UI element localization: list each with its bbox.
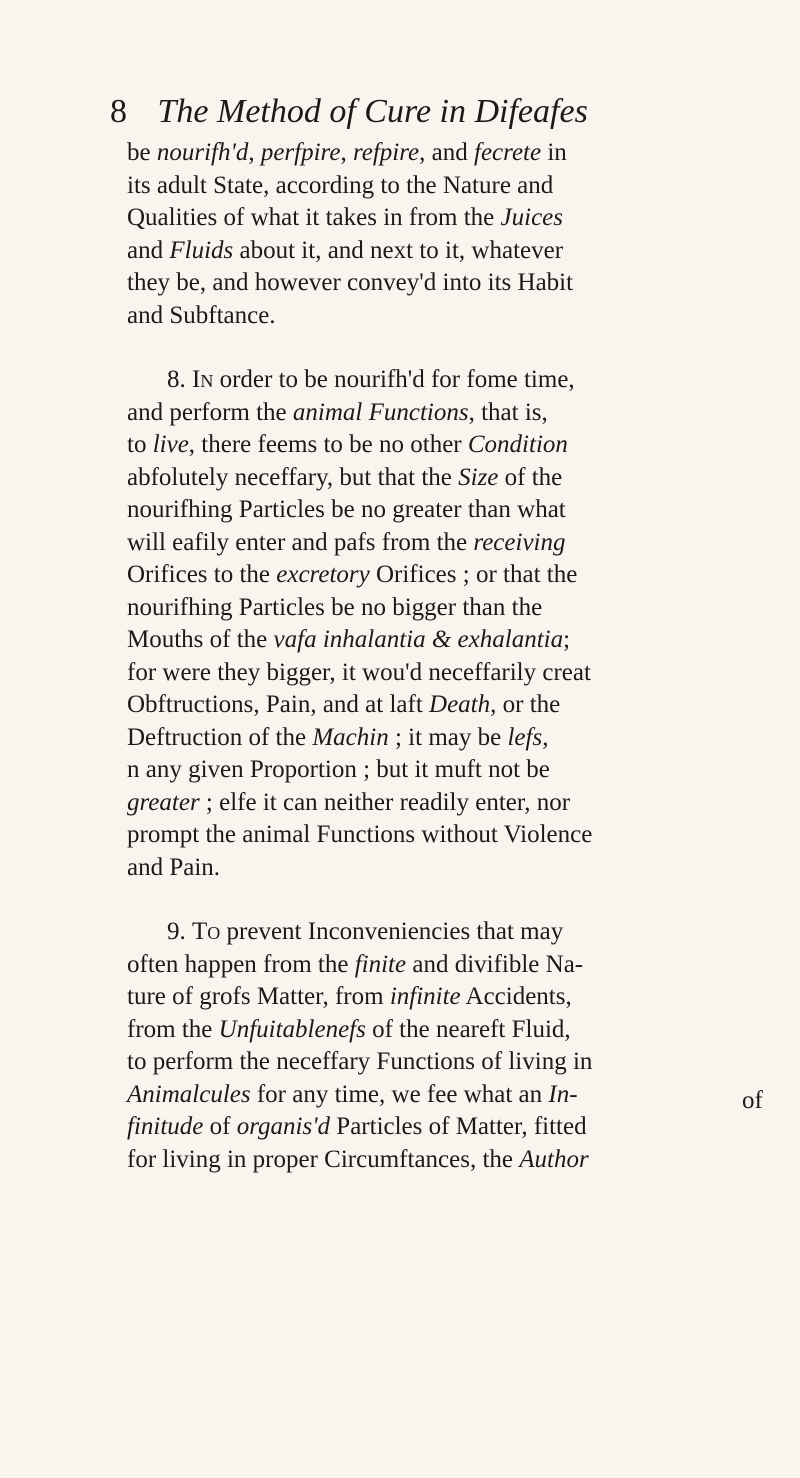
text-run: ; it may be — [388, 723, 508, 751]
italic-run: excretory — [276, 561, 370, 588]
text-run: and Subftance. — [127, 301, 276, 329]
text-run: n any given Proportion ; but it muft not be — [127, 756, 550, 783]
italic-run: animal Functions — [292, 398, 469, 426]
text-line — [127, 1111, 787, 1144]
running-title: The Method of Cure in Difeafes — [157, 93, 588, 130]
italic-run: finitude — [127, 1113, 204, 1140]
text-line — [127, 949, 787, 982]
text-run: 9. — [167, 918, 192, 945]
text-run: they be, and however convey'd into its Habit — [127, 269, 574, 296]
text-line — [127, 624, 787, 657]
text-run: , and — [419, 139, 474, 166]
text-line — [127, 689, 787, 722]
text-line — [127, 754, 787, 787]
italic-run: Death — [429, 691, 491, 718]
italic-run: Fluids — [169, 236, 234, 264]
text-line — [127, 429, 787, 462]
text-run: , — [542, 723, 549, 751]
text-line — [127, 462, 787, 495]
text-run: from the — [127, 1015, 219, 1043]
text-run: Orifices ; or that the — [369, 561, 578, 588]
text-run: nourifhing Particles be no bigger than the — [127, 593, 543, 621]
italic-run: greater — [127, 788, 200, 816]
text-run: , — [340, 139, 353, 166]
text-line — [127, 1014, 787, 1047]
italic-run: fecrete — [474, 139, 542, 166]
text-run: in — [541, 139, 567, 166]
text-run: for were they bigger, it wou'd neceffarily creat — [127, 658, 591, 686]
text-run: of — [203, 1113, 237, 1140]
text-run: , there feems to be no other — [188, 431, 468, 458]
text-run: and Pain. — [127, 853, 221, 881]
paragraph-2 — [127, 364, 787, 884]
text-line — [127, 657, 787, 690]
text-run: Orifices to the — [127, 561, 277, 588]
body-text — [127, 137, 787, 1176]
text-line — [127, 300, 787, 333]
italic-run: lefs — [507, 723, 543, 751]
text-run: and — [127, 236, 170, 264]
text-line — [127, 235, 787, 268]
text-line — [127, 1046, 787, 1079]
italic-run: Condition — [467, 431, 568, 458]
text-run: of the — [498, 463, 563, 491]
text-run: Qualities of what it takes in from the — [127, 204, 501, 231]
text-run: nourifhing Particles be no greater than what — [127, 496, 566, 523]
text-run: will eafily enter and pafs from the — [127, 528, 474, 556]
text-run: , that is, — [468, 398, 548, 426]
text-run: ; — [563, 626, 571, 653]
text-run: abfolutely neceffary, but that the — [127, 463, 459, 491]
text-line — [127, 527, 787, 560]
text-run: Accidents, — [460, 983, 572, 1010]
small-caps-run: To — [192, 918, 221, 945]
text-run: and perform the — [127, 398, 293, 426]
text-line — [127, 137, 787, 170]
text-run: and divifible Na- — [406, 950, 584, 978]
text-line — [127, 916, 787, 949]
text-line — [127, 981, 787, 1014]
text-run: for any time, we fee what an — [250, 1080, 549, 1108]
italic-run: Juices — [500, 204, 563, 231]
text-run: Mouths of the — [127, 626, 274, 653]
text-run: be — [127, 139, 157, 166]
text-run: its adult State, according to the Nature and — [127, 171, 554, 199]
text-run: to — [127, 431, 153, 458]
page-number: 8 — [110, 93, 127, 130]
text-line — [127, 722, 787, 755]
paragraph-gap — [127, 884, 787, 916]
italic-run: nourifh'd — [156, 139, 249, 166]
paragraph-gap — [127, 332, 787, 364]
text-line — [127, 494, 787, 527]
text-run: 8. — [167, 366, 192, 393]
text-run: about it, and next to it, whatever — [233, 236, 564, 264]
italic-run: Author — [519, 1145, 589, 1173]
italic-run: perfpire — [260, 139, 341, 166]
text-run: order to be nourifh'd for fome time, — [213, 366, 575, 393]
italic-run: Unfuitablenefs — [218, 1015, 366, 1043]
small-caps-run: In — [192, 366, 214, 393]
text-line — [127, 170, 787, 203]
italic-run: live — [152, 431, 189, 458]
text-line — [127, 267, 787, 300]
italic-run: receiving — [473, 528, 566, 556]
italic-run: In- — [548, 1080, 578, 1108]
text-line — [127, 202, 787, 235]
italic-run: vafa inhalantia & exhalantia — [273, 626, 564, 653]
text-line — [127, 819, 787, 852]
italic-run: Machin — [312, 723, 389, 751]
text-run: ture of grofs Matter, from — [127, 983, 390, 1010]
paragraph-3 — [127, 916, 787, 1176]
italic-run: Animalcules — [127, 1080, 251, 1108]
text-run: , or the — [490, 691, 561, 718]
text-run: often happen from the — [127, 950, 355, 978]
italic-run: finite — [354, 950, 407, 978]
italic-run: organis'd — [236, 1113, 331, 1140]
text-line — [127, 852, 787, 885]
italic-run: Size — [458, 463, 499, 491]
text-line — [127, 364, 787, 397]
text-line — [127, 559, 787, 592]
text-run: ; elfe it can neither readily enter, nor — [199, 788, 571, 816]
text-run: Particles of Matter, fitted — [330, 1113, 587, 1140]
text-line — [127, 592, 787, 625]
text-run: prompt the animal Functions without Violence — [127, 821, 593, 848]
italic-run: infinite — [389, 983, 461, 1010]
text-line — [127, 1079, 787, 1112]
italic-run: refpire — [352, 139, 420, 166]
text-line — [127, 1144, 787, 1177]
text-run: to perform the neceffary Functions of living in — [127, 1048, 593, 1075]
running-header — [110, 92, 790, 132]
text-run: prevent Inconveniencies that may — [220, 918, 564, 945]
text-run: of the neareft Fluid, — [365, 1015, 571, 1043]
catchword: of — [742, 1087, 763, 1114]
text-run: Obftructions, Pain, and at laft — [127, 691, 430, 718]
text-run: for living in proper Circumftances, the — [127, 1145, 520, 1173]
text-run: , — [248, 139, 261, 166]
text-run: Deftruction of the — [127, 723, 313, 751]
text-line — [127, 397, 787, 430]
paragraph-1 — [127, 137, 787, 332]
text-line — [127, 787, 787, 820]
